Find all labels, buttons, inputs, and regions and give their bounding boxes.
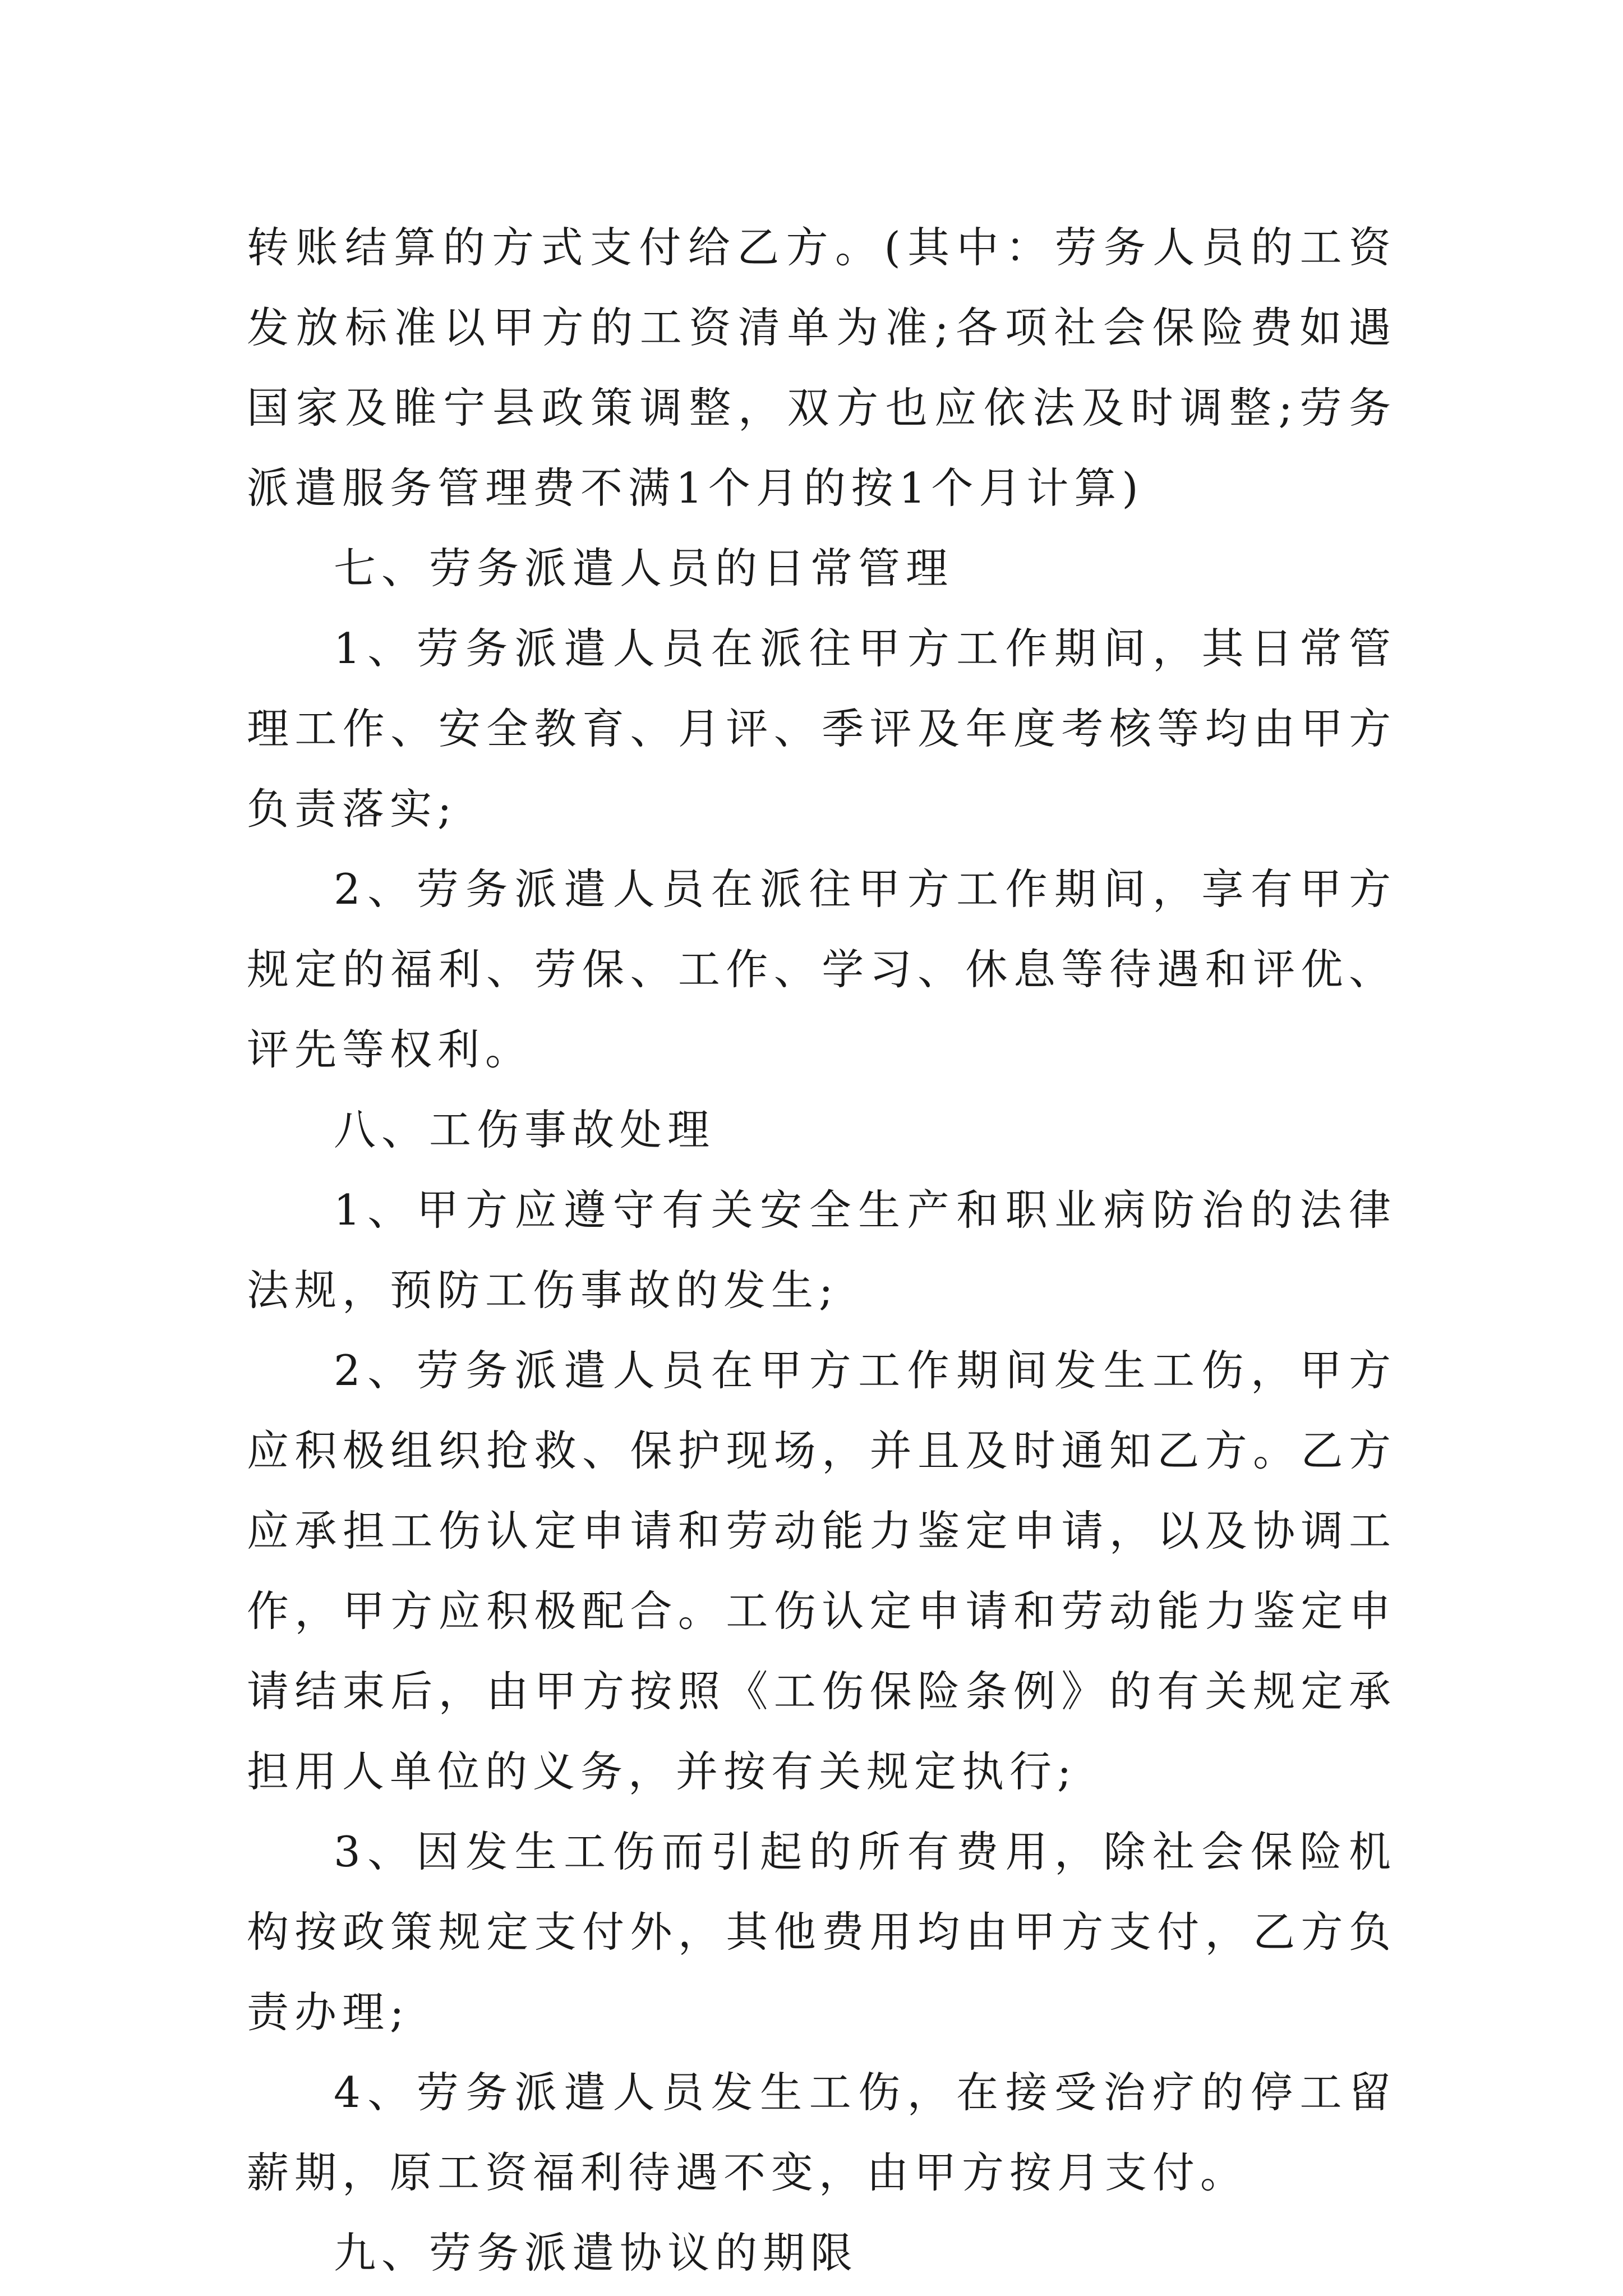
paragraph-7-1: 1、劳务派遣人员在派往甲方工作期间，其日常管理工作、安全教育、月评、季评及年度考核等均由甲方负责落实;	[247, 624, 1396, 834]
paragraph-8-3: 3、因发生工伤而引起的所有费用，除社会保险机构按政策规定支付外，其他费用均由甲方支付，乙方负责办理;	[247, 1827, 1396, 2037]
section-heading-9: 九、劳务派遣协议的期限	[334, 2228, 859, 2277]
section-heading-8: 八、工伤事故处理	[334, 1105, 716, 1154]
document-body	[247, 208, 1396, 2293]
section-heading-7: 七、劳务派遣人员的日常管理	[334, 544, 954, 593]
paragraph-8-1: 1、甲方应遵守有关安全生产和职业病防治的法律法规，预防工伤事故的发生;	[247, 1185, 1396, 1315]
paragraph-7-2: 2、劳务派遣人员在派往甲方工作期间，享有甲方规定的福利、劳保、工作、学习、休息等待遇和评优、评先等权利。	[247, 864, 1396, 1074]
paragraph-8-2: 2、劳务派遣人员在甲方工作期间发生工伤，甲方应积极组织抢救、保护现场，并且及时通知乙方。乙方应承担工伤认定申请和劳动能力鉴定申请，以及协调工作，甲方应积极配合。工伤认定申请和劳动能力鉴定申请结束后，由甲方按照《工伤保险条例》的有关规定承担用人单位的义务，并按有关规定执行;	[247, 1346, 1396, 1796]
paragraph-8-4: 4、劳务派遣人员发生工伤，在接受治疗的停工留薪期，原工资福利待遇不变，由甲方按月支付。	[247, 2068, 1396, 2197]
paragraph-continuation: 转账结算的方式支付给乙方。(其中：劳务人员的工资发放标准以甲方的工资清单为准;各项社会保险费如遇国家及睢宁县政策调整，双方也应依法及时调整;劳务派遣服务管理费不满1个月的按1个月计算)	[247, 223, 1396, 513]
